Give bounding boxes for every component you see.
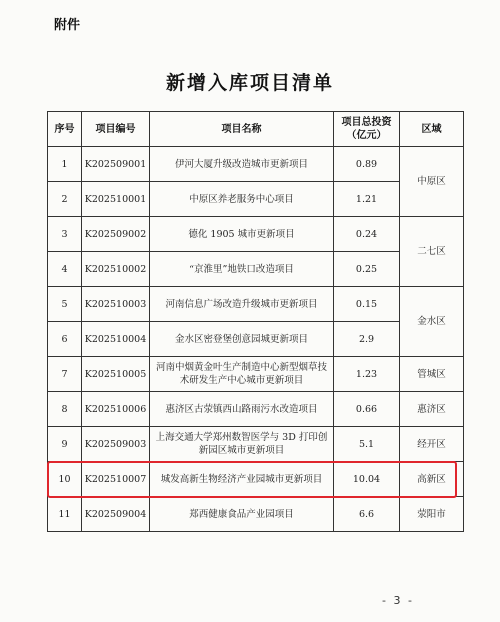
row-index: 1	[48, 147, 82, 182]
row-name: 河南中烟黄金叶生产制造中心新型烟草技术研发生产中心城市更新项目	[150, 357, 334, 392]
table-row	[48, 497, 464, 532]
table-row	[48, 287, 464, 322]
header-index: 序号	[48, 112, 82, 147]
row-code: K202510006	[82, 392, 150, 427]
row-code: K202509002	[82, 217, 150, 252]
header-district: 区域	[400, 112, 464, 147]
row-code: K202510007	[82, 462, 150, 497]
page-number: - 3 -	[382, 594, 414, 607]
row-district: 中原区	[400, 147, 464, 217]
row-name: 中原区养老服务中心项目	[150, 182, 334, 217]
table-row	[48, 462, 464, 497]
row-index: 2	[48, 182, 82, 217]
attachment-label: 附件	[54, 18, 81, 33]
row-index: 8	[48, 392, 82, 427]
row-district: 二七区	[400, 217, 464, 287]
row-district: 管城区	[400, 357, 464, 392]
row-index: 9	[48, 427, 82, 462]
row-district: 高新区	[400, 462, 464, 497]
row-name: 上海交通大学郑州数智医学与 3D 打印创新园区城市更新项目	[150, 427, 334, 462]
row-investment: 10.04	[334, 462, 400, 497]
row-investment: 0.66	[334, 392, 400, 427]
row-code: K202509004	[82, 497, 150, 532]
row-name: 德化 1905 城市更新项目	[150, 217, 334, 252]
header-investment-line1: 项目总投资	[341, 117, 392, 128]
row-investment: 0.25	[334, 252, 400, 287]
row-code: K202510002	[82, 252, 150, 287]
row-name: 金水区密登堡创意园城更新项目	[150, 322, 334, 357]
row-district: 惠济区	[400, 392, 464, 427]
row-investment: 6.6	[334, 497, 400, 532]
table-row	[48, 427, 464, 462]
row-investment: 2.9	[334, 322, 400, 357]
row-code: K202510001	[82, 182, 150, 217]
row-district: 经开区	[400, 427, 464, 462]
row-index: 11	[48, 497, 82, 532]
row-code: K202509001	[82, 147, 150, 182]
row-index: 6	[48, 322, 82, 357]
row-index: 5	[48, 287, 82, 322]
row-name: 城发高新生物经济产业园城市更新项目	[150, 462, 334, 497]
row-investment: 5.1	[334, 427, 400, 462]
row-index: 4	[48, 252, 82, 287]
row-name: “京淮里”地铁口改造项目	[150, 252, 334, 287]
table-row	[48, 357, 464, 392]
row-investment: 0.24	[334, 217, 400, 252]
row-index: 3	[48, 217, 82, 252]
row-investment: 1.21	[334, 182, 400, 217]
row-name: 郑西健康食品产业园项目	[150, 497, 334, 532]
table-row	[48, 392, 464, 427]
row-code: K202510005	[82, 357, 150, 392]
row-name: 惠济区古荥镇西山路雨污水改造项目	[150, 392, 334, 427]
row-index: 7	[48, 357, 82, 392]
table-header-row	[48, 112, 464, 147]
row-investment: 0.15	[334, 287, 400, 322]
header-name: 项目名称	[150, 112, 334, 147]
row-district: 金水区	[400, 287, 464, 357]
row-code: K202509003	[82, 427, 150, 462]
row-name: 河南信息广场改造升级城市更新项目	[150, 287, 334, 322]
header-investment-line2: （亿元）	[346, 130, 387, 141]
page-title: 新增入库项目清单	[165, 72, 334, 94]
project-table	[47, 111, 464, 532]
row-index: 10	[48, 462, 82, 497]
row-investment: 1.23	[334, 357, 400, 392]
row-name: 伊河大厦升级改造城市更新项目	[150, 147, 334, 182]
table-row	[48, 217, 464, 252]
header-investment	[334, 112, 400, 147]
header-code: 项目编号	[82, 112, 150, 147]
row-code: K202510004	[82, 322, 150, 357]
row-investment: 0.89	[334, 147, 400, 182]
table-row	[48, 147, 464, 182]
row-code: K202510003	[82, 287, 150, 322]
row-district: 荥阳市	[400, 497, 464, 532]
